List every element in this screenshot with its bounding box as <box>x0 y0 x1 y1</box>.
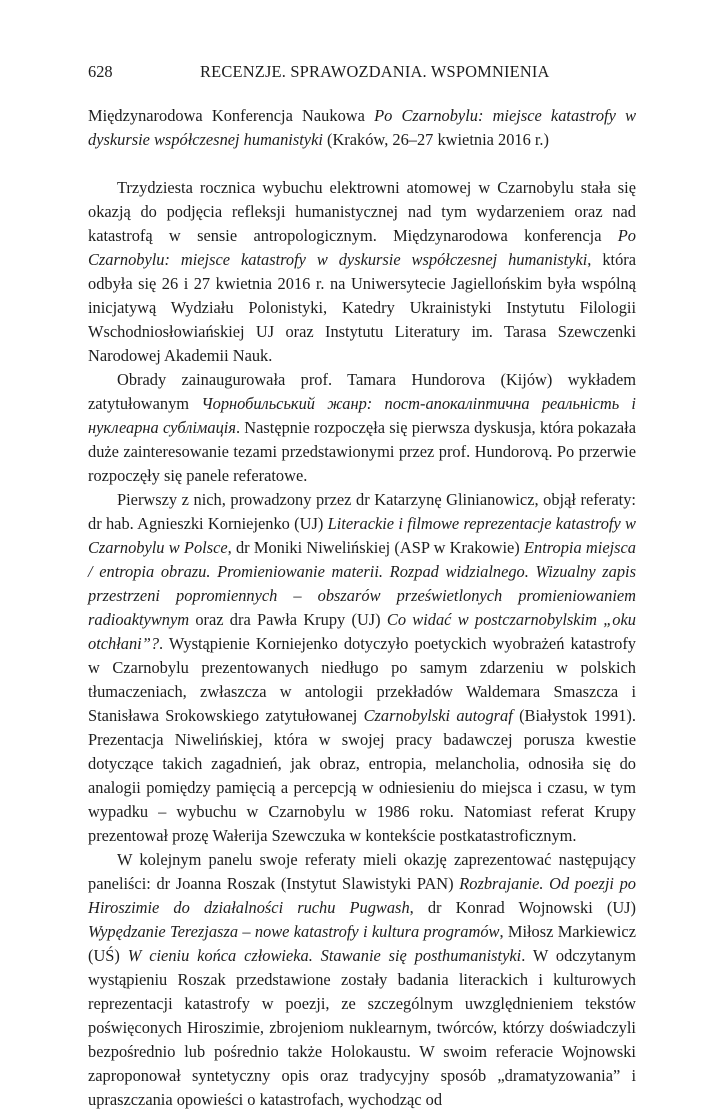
paragraph-1 <box>88 176 636 368</box>
paragraph-3-text-c: , dr Moniki Niwelińskiej (ASP w Krakowie) <box>227 538 525 557</box>
paragraph-2-text-c: . Następnie rozpoczęła się pierwsza dyskusja, która pokazała duże zainteresowanie tezami przedstawionymi przez prof. Hundorovą. Po przerwie rozpoczęły się panele referatowe. <box>88 418 637 485</box>
running-title: RECENZJE. SPRAWOZDANIA. WSPOMNIENIA <box>200 62 550 81</box>
paragraph-4-text-a: W kolejnym panelu swoje referaty mieli okazję zaprezentować następujący paneliści: dr Joanna Roszak (Instytut Slawistyki PAN) <box>88 850 636 893</box>
paragraph-3-text-a: Pierwszy z nich, prowadzony przez dr Katarzynę Glinianowicz, objął referaty: dr hab. Agnieszki Korniejenko (UJ) <box>88 490 636 533</box>
page-number: 628 <box>88 62 113 81</box>
paragraph-4-text-g: . W odczytanym wystąpieniu Roszak przedstawione zostały badania literackich i kulturowych reprezentacji katastrofy w poezji, ze szczególnym uwzględnieniem tekstów poświęconych Hiroszimie, zbrojeniom nuklearnym, twórców, którzy doświadczyli bezpośrednio lub pośrednio także Holokaustu. W swoim referacie Wojnowski zaproponował syntetyczny opis oraz tradycyjny sposób „dramatyzowania” i upraszczania opowieści o katastrofach, wychodząc od <box>88 946 636 1109</box>
paragraph-4-italic-f: W cieniu końca człowieka. Stawanie się posthumanistyki <box>127 946 522 965</box>
paragraph-3-text-g: . Wystąpienie Korniejenko dotyczyło poetyckich wyobrażeń katastrofy w Czarnobylu prezentowanych niedługo po samym zdarzeniu w polskich tłumaczeniach, zwłaszcza w antologii przekładów Waldemara Smaszcza i Stanisława Srokowskiego zatytułowanej <box>88 634 636 725</box>
paragraph-1-italic-b: Po Czarnobylu: miejsce katastrofy w dyskursie współczesnej humanistyki <box>88 226 636 269</box>
conference-title <box>88 104 636 152</box>
paragraph-1-text-c: , która odbyła się 26 i 27 kwietnia 2016 r. na Uniwersytecie Jagiellońskim była wspólną inicjatywą Wydziału Polonistyki, Katedry Ukrainistyki Instytutu Filologii Wschodniosłowiańskiej UJ oraz Instytutu Literatury im. Tarasa Szewczenki Narodowej Akademii Nauk. <box>88 250 637 365</box>
body-text <box>88 176 636 1112</box>
paragraph-3-text-e: oraz dra Pawła Krupy (UJ) <box>189 610 387 629</box>
paragraph-2 <box>88 368 636 488</box>
paragraph-4-text-e: , Miłosz Markiewicz (UŚ) <box>88 922 636 965</box>
paragraph-4 <box>88 848 636 1112</box>
paragraph-3-italic-d: Entropia miejsca / entropia obrazu. Promieniowanie materii. Rozpad widzialnego. Wizualny zapis przestrzeni popromiennych – obszarów prześwietlonych promieniowaniem radioaktywnym <box>88 538 637 629</box>
paragraph-3-italic-f: Co widać w postczarnobylskim „oku otchłani”? <box>88 610 636 653</box>
conference-title-prefix: Międzynarodowa Konferencja Naukowa <box>88 106 375 125</box>
paragraph-4-italic-b: Rozbrajanie. Od poezji po Hiroszimie do działalności ruchu Pugwash <box>88 874 636 917</box>
running-head <box>88 62 634 84</box>
paragraph-2-text-a: Obrady zainaugurowała prof. Tamara Hundorova (Kijów) wykładem zatytułowanym <box>88 370 636 413</box>
paragraph-4-italic-d: Wypędzanie Terezjasza – nowe katastrofy i kultura programów <box>88 922 500 941</box>
paragraph-2-italic-b: Чорнобильський жанр: пост-апокаліптична реальність і нуклеарна сублімація <box>88 394 636 437</box>
paragraph-1-text-a: Trzydziesta rocznica wybuchu elektrowni atomowej w Czarnobylu stała się okazją do podjęcia refleksji humanistycznej nad tym wydarzeniem oraz nad katastrofą w sensie antropologicznym. Międzynarodowa konferencja <box>88 178 636 245</box>
article-body <box>88 104 636 1112</box>
paragraph-3 <box>88 488 636 848</box>
conference-title-italic: Po Czarnobylu: miejsce katastrofy w dyskursie współczesnej humanistyki <box>88 106 636 149</box>
paragraph-4-text-c: , dr Konrad Wojnowski (UJ) <box>409 898 636 917</box>
paragraph-3-italic-b: Literackie i filmowe reprezentacje katastrofy w Czarnobylu w Polsce <box>88 514 636 557</box>
conference-title-suffix: (Kraków, 26–27 kwietnia 2016 r.) <box>322 130 549 149</box>
paragraph-3-italic-h: Czarnobylski autograf <box>363 706 513 725</box>
paragraph-3-text-i: (Białystok 1991). Prezentacja Niwelińskiej, która w swojej pracy badawczej porusza kwestie dotyczące takich zagadnień, jak obraz, entropia, melancholia, odnosiła się do analogii pomiędzy pamięcią a percepcją w odniesieniu do miejsca i czasu, w tym wypadku – wybuchu w Czarnobylu w 1986 roku. Natomiast referat Krupy prezentował prozę Wałerija Szewczuka w kontekście postkatastroficznym. <box>88 706 636 845</box>
